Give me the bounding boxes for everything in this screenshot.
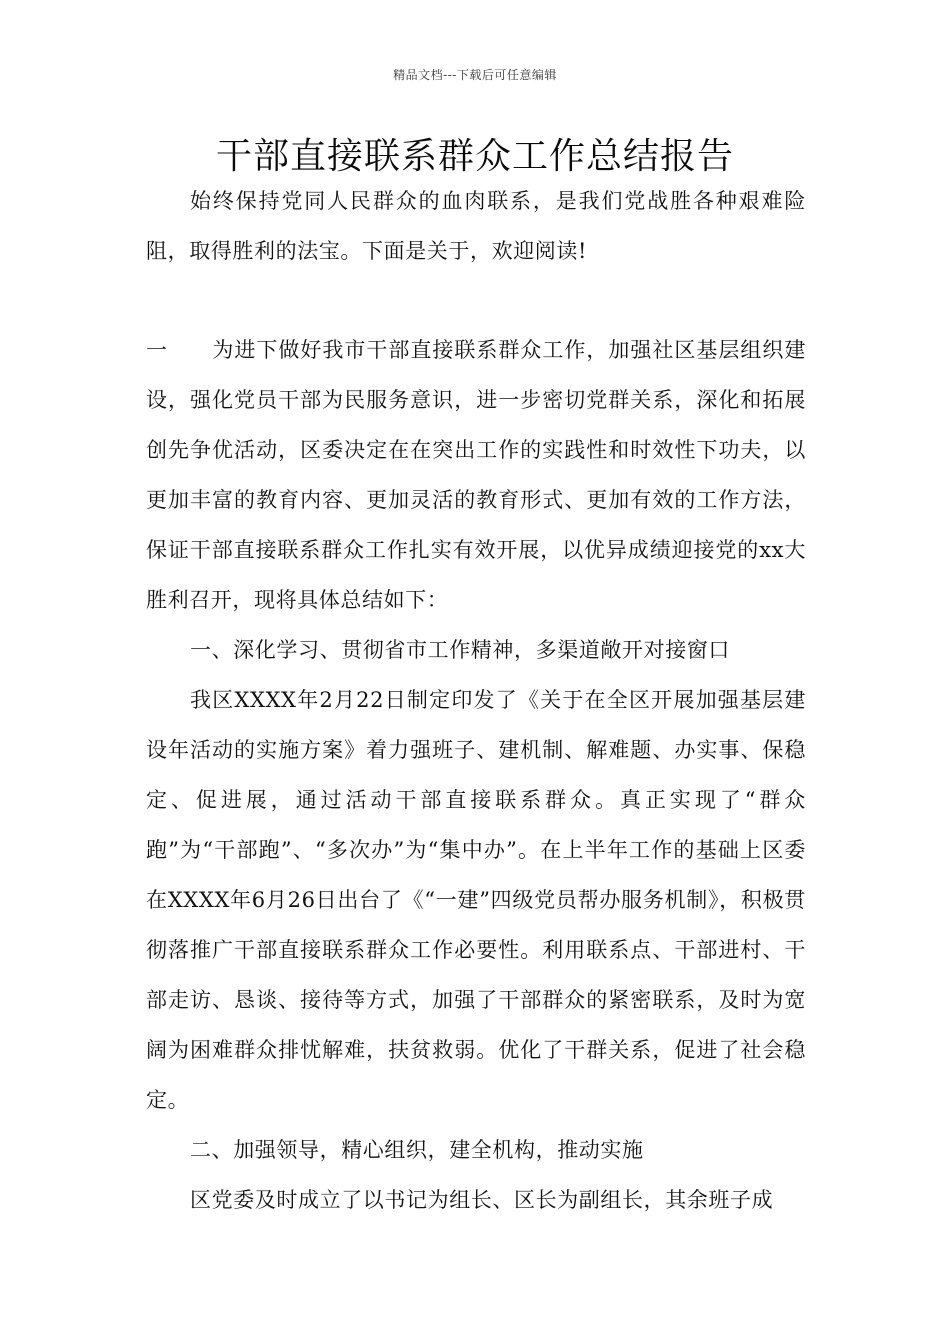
paragraph-1-text: 为进下做好我市干部直接联系群众工作，加强社区基层组织建设，强化党员干部为民服务意识，进一步密切党群关系，深化和拓展创先争优活动，区委决定在在突出工作的实践性和时效性下功夫，以更加丰富的教育内容、更加灵活的教育形式、更加有效的工作方法，保证干部直接联系群众工作扎实有效开展，以优异成绩迎接党的xx大胜利召开，现将具体总结如下：	[146, 338, 806, 612]
paragraph-3: 区党委及时成立了以书记为组长、区长为副组长，其余班子成	[190, 1188, 774, 1212]
paragraph-1	[146, 325, 806, 625]
section-marker: 一	[146, 338, 168, 362]
section-heading-1: 一、深化学习、贯彻省市工作精神，多渠道敞开对接窗口	[190, 638, 730, 662]
intro-block	[146, 176, 806, 276]
header-note: 精品文档---下载后可任意编辑	[393, 68, 557, 82]
intro-paragraph: 始终保持党同人民群众的血肉联系，是我们党战胜各种艰难险阻，取得胜利的法宝。下面是关于，欢迎阅读!	[146, 189, 806, 263]
paragraph-2: 我区XXXX年2月22日制定印发了《关于在全区开展加强基层建设年活动的实施方案》着力强班子、建机制、解难题、办实事、保稳定、促进展，通过活动干部直接联系群众。真正实现了“群众跑”为“干部跑”、“多次办”为“集中办”。在上半年工作的基础上区委在XXXX年6月26日出台了《“一建”四级党员帮办服务机制》，积极贯彻落推广干部直接联系群众工作必要性。利用联系点、干部进村、干部走访、恳谈、接待等方式，加强了干部群众的紧密联系，及时为宽阔为困难群众排忧解难，扶贫救弱。优化了干群关系，促进了社会稳定。	[146, 688, 806, 1112]
main-body	[146, 325, 806, 1225]
section-heading-2: 二、加强领导，精心组织，建全机构，推动实施	[190, 1138, 644, 1162]
document-title: 干部直接联系群众工作总结报告	[215, 136, 734, 177]
